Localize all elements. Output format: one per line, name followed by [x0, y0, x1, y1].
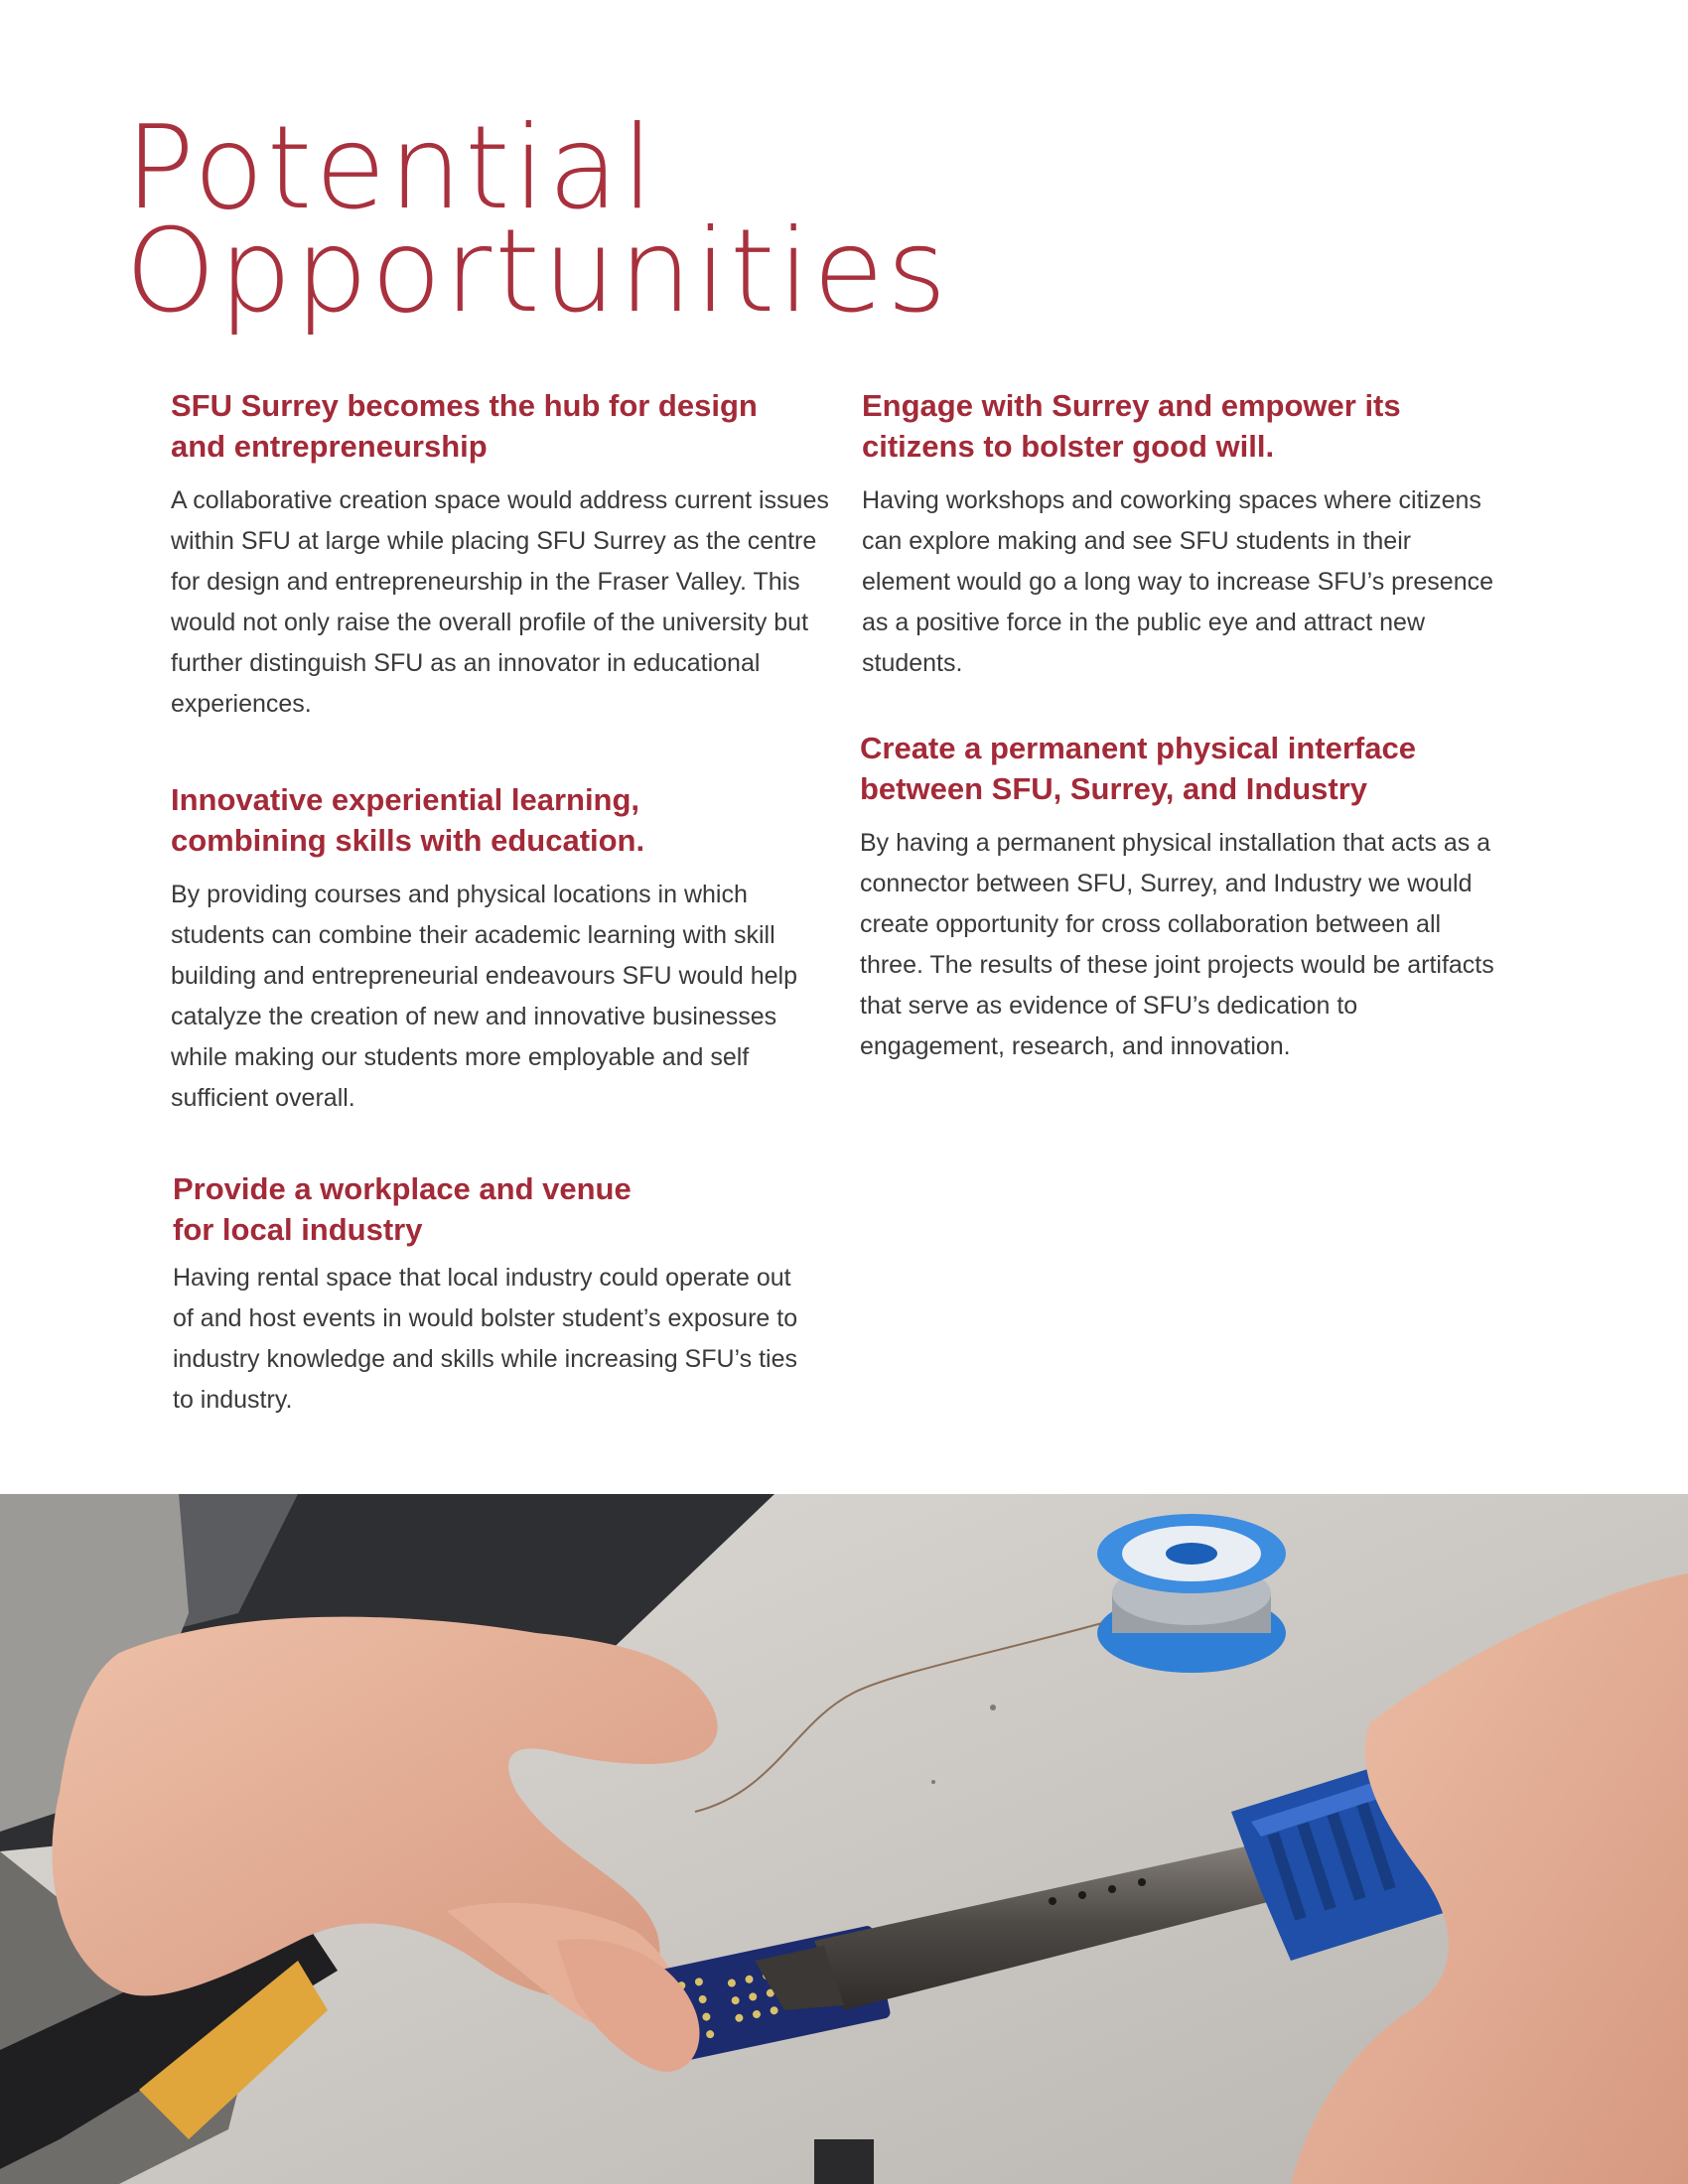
section-physical-interface	[860, 728, 1495, 1067]
section-heading: Provide a workplace and venue for local industry	[173, 1171, 632, 1247]
section-body: Having workshops and coworking spaces where citizens can explore making and see SFU students in their element would go a long way to increase SFU’s presence as a positive force in the public eye and attract new students.	[862, 486, 1493, 677]
section-heading: Innovative experiential learning, combining skills with education.	[171, 782, 645, 858]
page-title-line2: Opportunities	[125, 205, 950, 339]
section-heading: Create a permanent physical interface between SFU, Surrey, and Industry	[860, 731, 1416, 806]
section-experiential-learning	[171, 779, 826, 1119]
section-engage-surrey	[862, 385, 1497, 684]
section-body: A collaborative creation space would address current issues within SFU at large while placing SFU Surrey as the centre for design and entrepreneurship in the Fraser Valley. This would not only raise the overall profile of the university but further distinguish SFU as an innovator in educational experiences.	[171, 486, 829, 718]
soldering-photo-illustration	[0, 1494, 1688, 2184]
section-body: By providing courses and physical locations in which students can combine their academic learning with skill building and entrepreneurial endeavours SFU would help catalyze the creation of new and innovative businesses while making our students more employable and self sufficient overall.	[171, 881, 797, 1112]
section-body: By having a permanent physical installation that acts as a connector between SFU, Surrey, and Industry we would create opportunity for cross collaboration between all three. The results of these joint projects would be artifacts that serve as evidence of SFU’s dedication to engagement, research, and innovation.	[860, 829, 1494, 1060]
page-title-line1: Potential	[125, 101, 657, 235]
page-title	[125, 101, 950, 339]
section-heading: Engage with Surrey and empower its citizens to bolster good will.	[862, 388, 1401, 464]
soldering-photo	[0, 1494, 1688, 2184]
section-design-hub	[171, 385, 836, 725]
section-body: Having rental space that local industry could operate out of and host events in would bolster student’s exposure to industry knowledge and skills while increasing SFU’s ties to industry.	[173, 1264, 798, 1414]
section-local-industry	[173, 1168, 808, 1421]
section-heading: SFU Surrey becomes the hub for design and entrepreneurship	[171, 388, 758, 464]
